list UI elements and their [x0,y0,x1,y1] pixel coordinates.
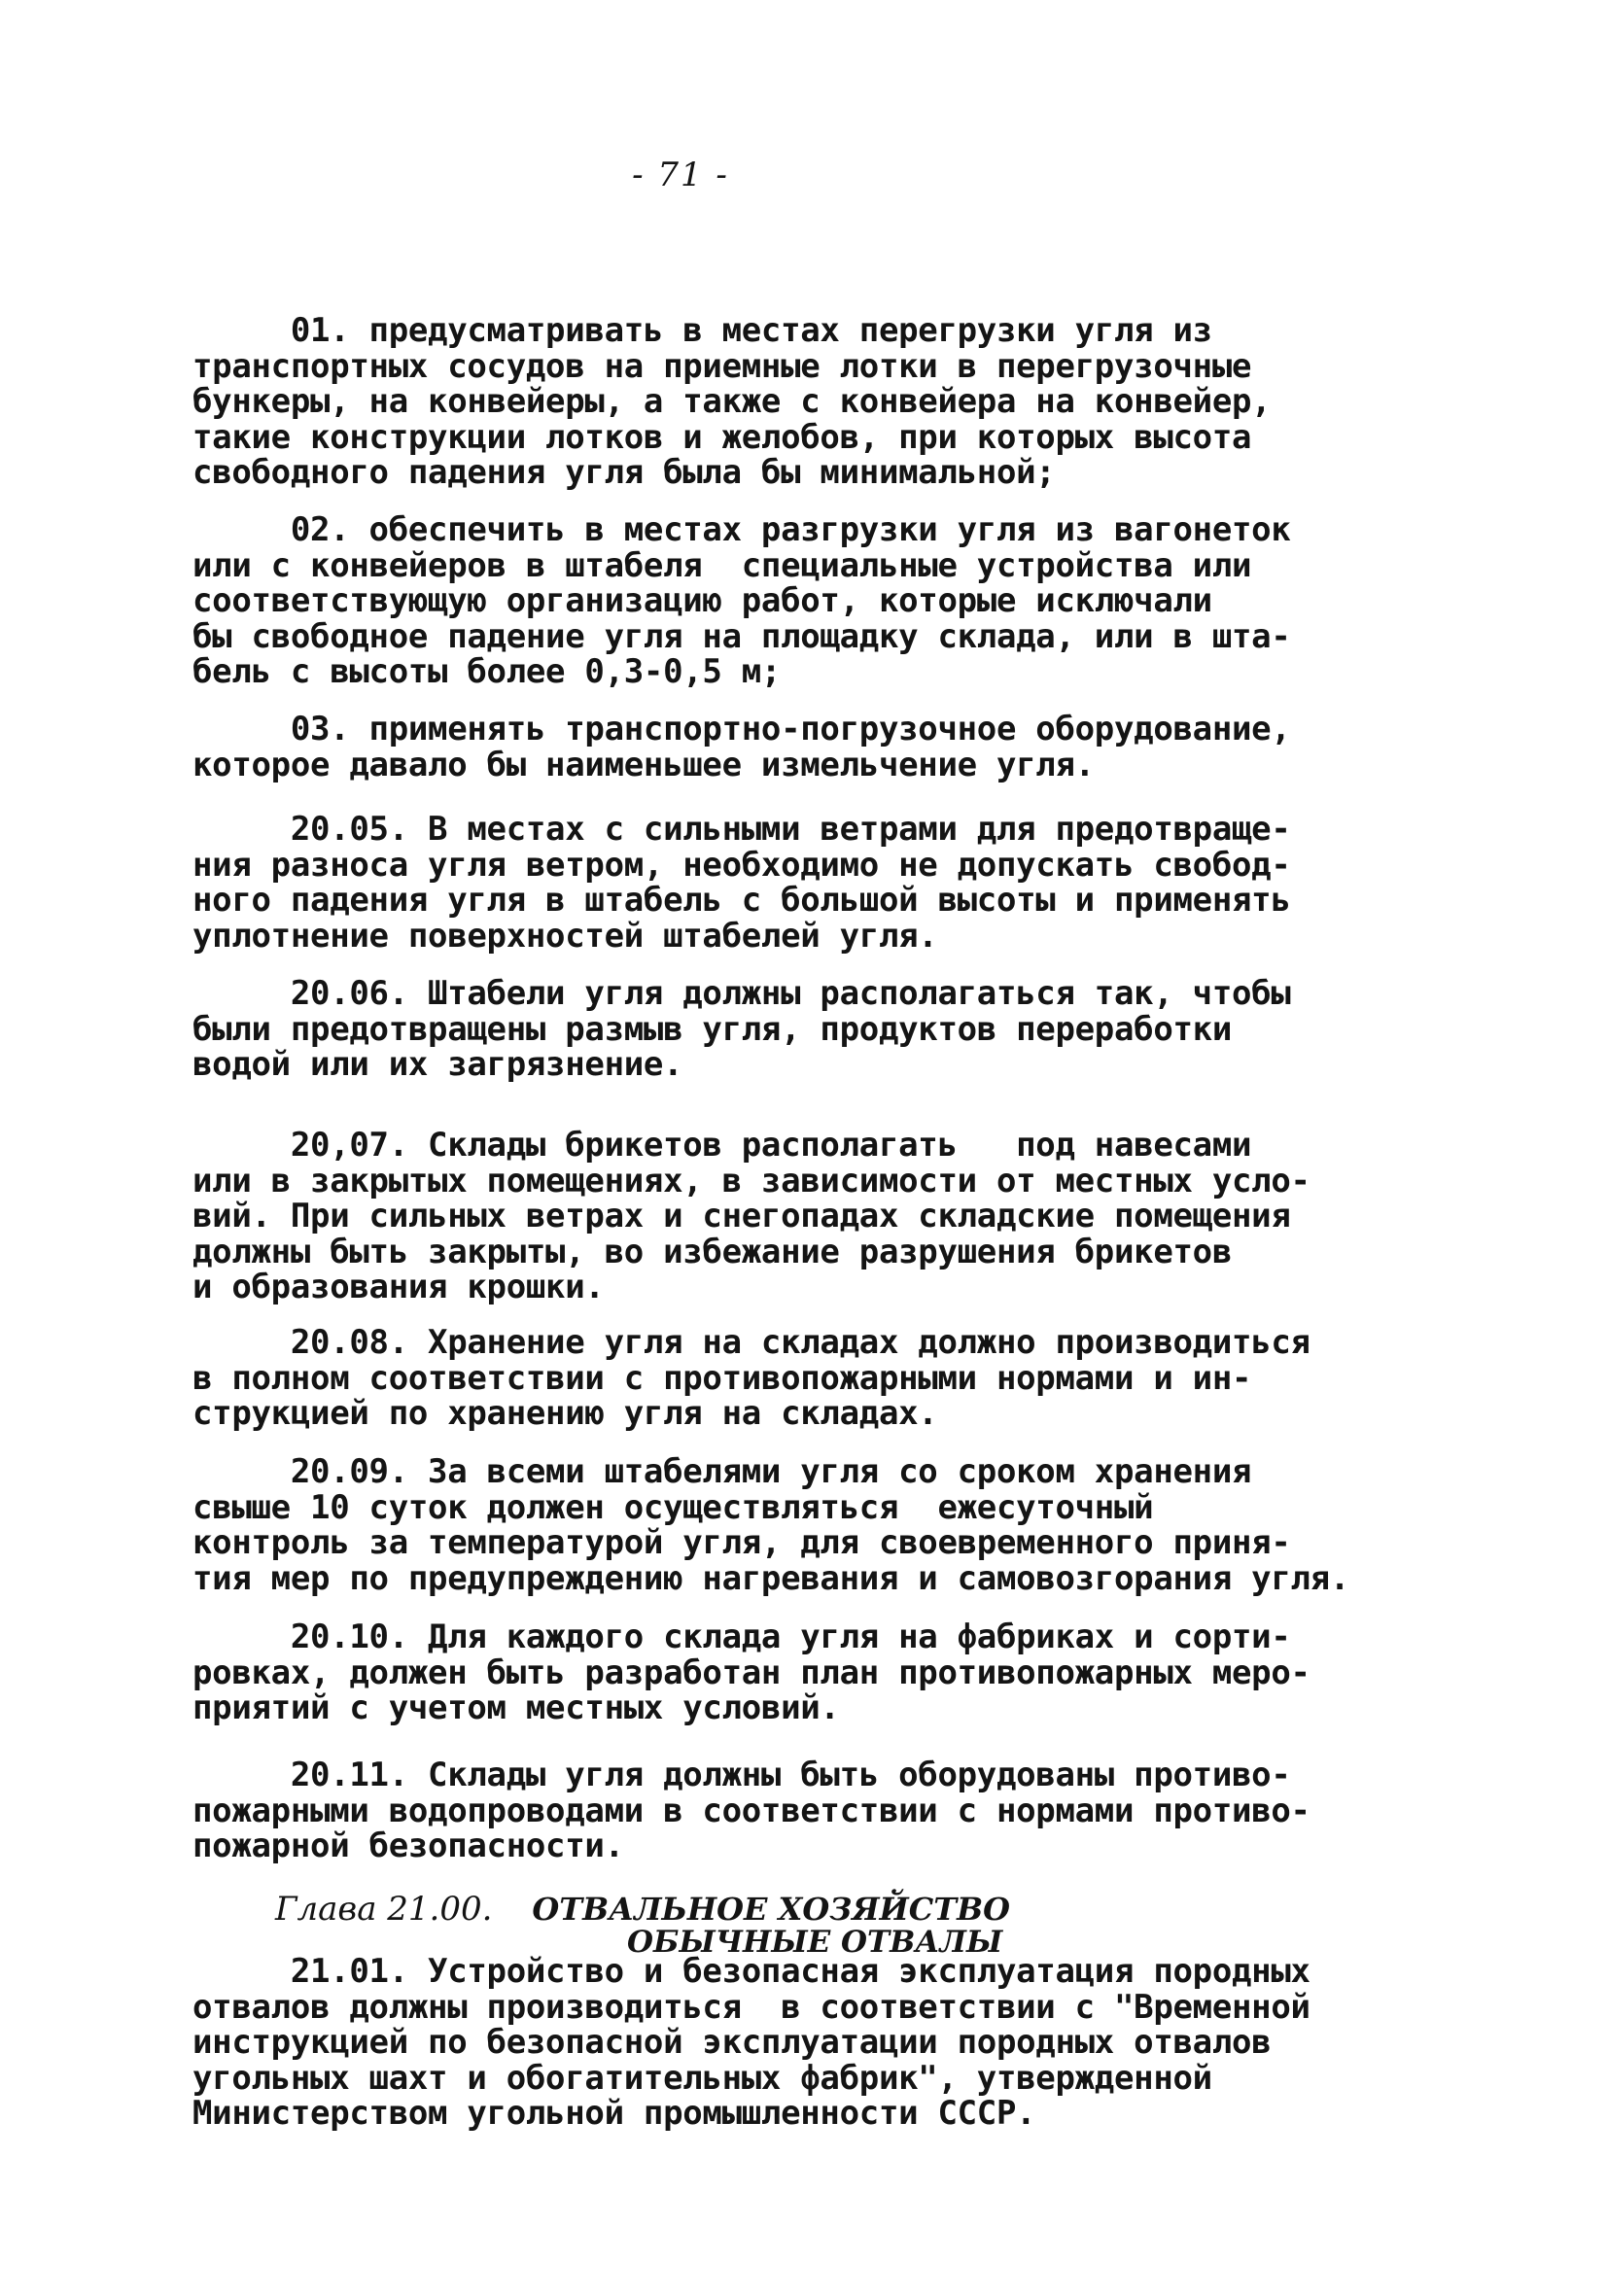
paragraph-20-11: 20.11. Склады угля должны быть оборудованы противо- пожарными водопроводами в соответствии с нормами противо- пожарной безопасности. [192,1756,1310,1865]
page-number: - 71 - [632,156,729,194]
paragraph-20-07: 20,07. Склады брикетов располагать под навесами или в закрытых помещениях, в зависимости от местных усло- вий. При сильных ветрах и снегопадах складские помещения должны быть закрыты, во избежание разрушения брикетов и образования крошки. [192,1126,1310,1306]
paragraph-20-05: 20.05. В местах с сильными ветрами для предотвраще- ния разноса угля ветром, необходимо не допускать свобод- ного падения угля в штабель с большой высоты и применять уплотнение поверхностей штабелей угля. [192,810,1291,956]
paragraph-20-08: 20.08. Хранение угля на складах должно производиться в полном соответствии с противопожарными нормами и ин- струкцией по хранению угля на складах. [192,1323,1310,1433]
paragraph-02: 02. обеспечить в местах разгрузки угля из вагонеток или с конвейеров в штабеля специальные устройства или соответствующую организацию работ, которые исключали бы свободное падение угля на площадку склада, или в шта- бель с высоты более 0,3-0,5 м; [192,510,1291,691]
paragraph-21-01: 21.01. Устройство и безопасная эксплуатация породных отвалов должны производиться в соответствии с "Временной инструкцией по безопасной эксплуатации породных отвалов угольных шахт и обогатительных фабрик", утвержденной Министерством угольной промышленности СССР. [192,1952,1310,2133]
paragraph-01: 01. предусматривать в местах перегрузки угля из транспортных сосудов на приемные лотки в перегрузочные бункеры, на конвейеры, а также с конвейера на конвейер, такие конструкции лотков и желобов, при которых высота свободного падения угля была бы минимальной; [192,311,1272,492]
chapter-label: Глава 21.00. [275,1890,493,1929]
paragraph-20-09: 20.09. За всеми штабелями угля со сроком хранения свыше 10 суток должен осуществляться ежесуточный контроль за температурой угля, для своевременного приня- тия мер по предупреждению нагревания и самовозгорания угля. [192,1452,1350,1598]
chapter-name: ОТВАЛЬНОЕ ХОЗЯЙСТВО [532,1891,1010,1928]
chapter-subtitle: ОБЫЧНЫЕ ОТВАЛЫ [627,1925,1003,1960]
paragraph-03: 03. применять транспортно-погрузочное оборудование, которое давало бы наименьшее измельчение угля. [192,710,1291,784]
chapter-heading [275,1890,1010,1929]
paragraph-20-06: 20.06. Штабели угля должны располагаться так, чтобы были предотвращены размыв угля, продуктов переработки водой или их загрязнение. [192,974,1291,1084]
paragraph-20-10: 20.10. Для каждого склада угля на фабриках и сорти- ровках, должен быть разработан план противопожарных меро- приятий с учетом местных условий. [192,1618,1310,1727]
